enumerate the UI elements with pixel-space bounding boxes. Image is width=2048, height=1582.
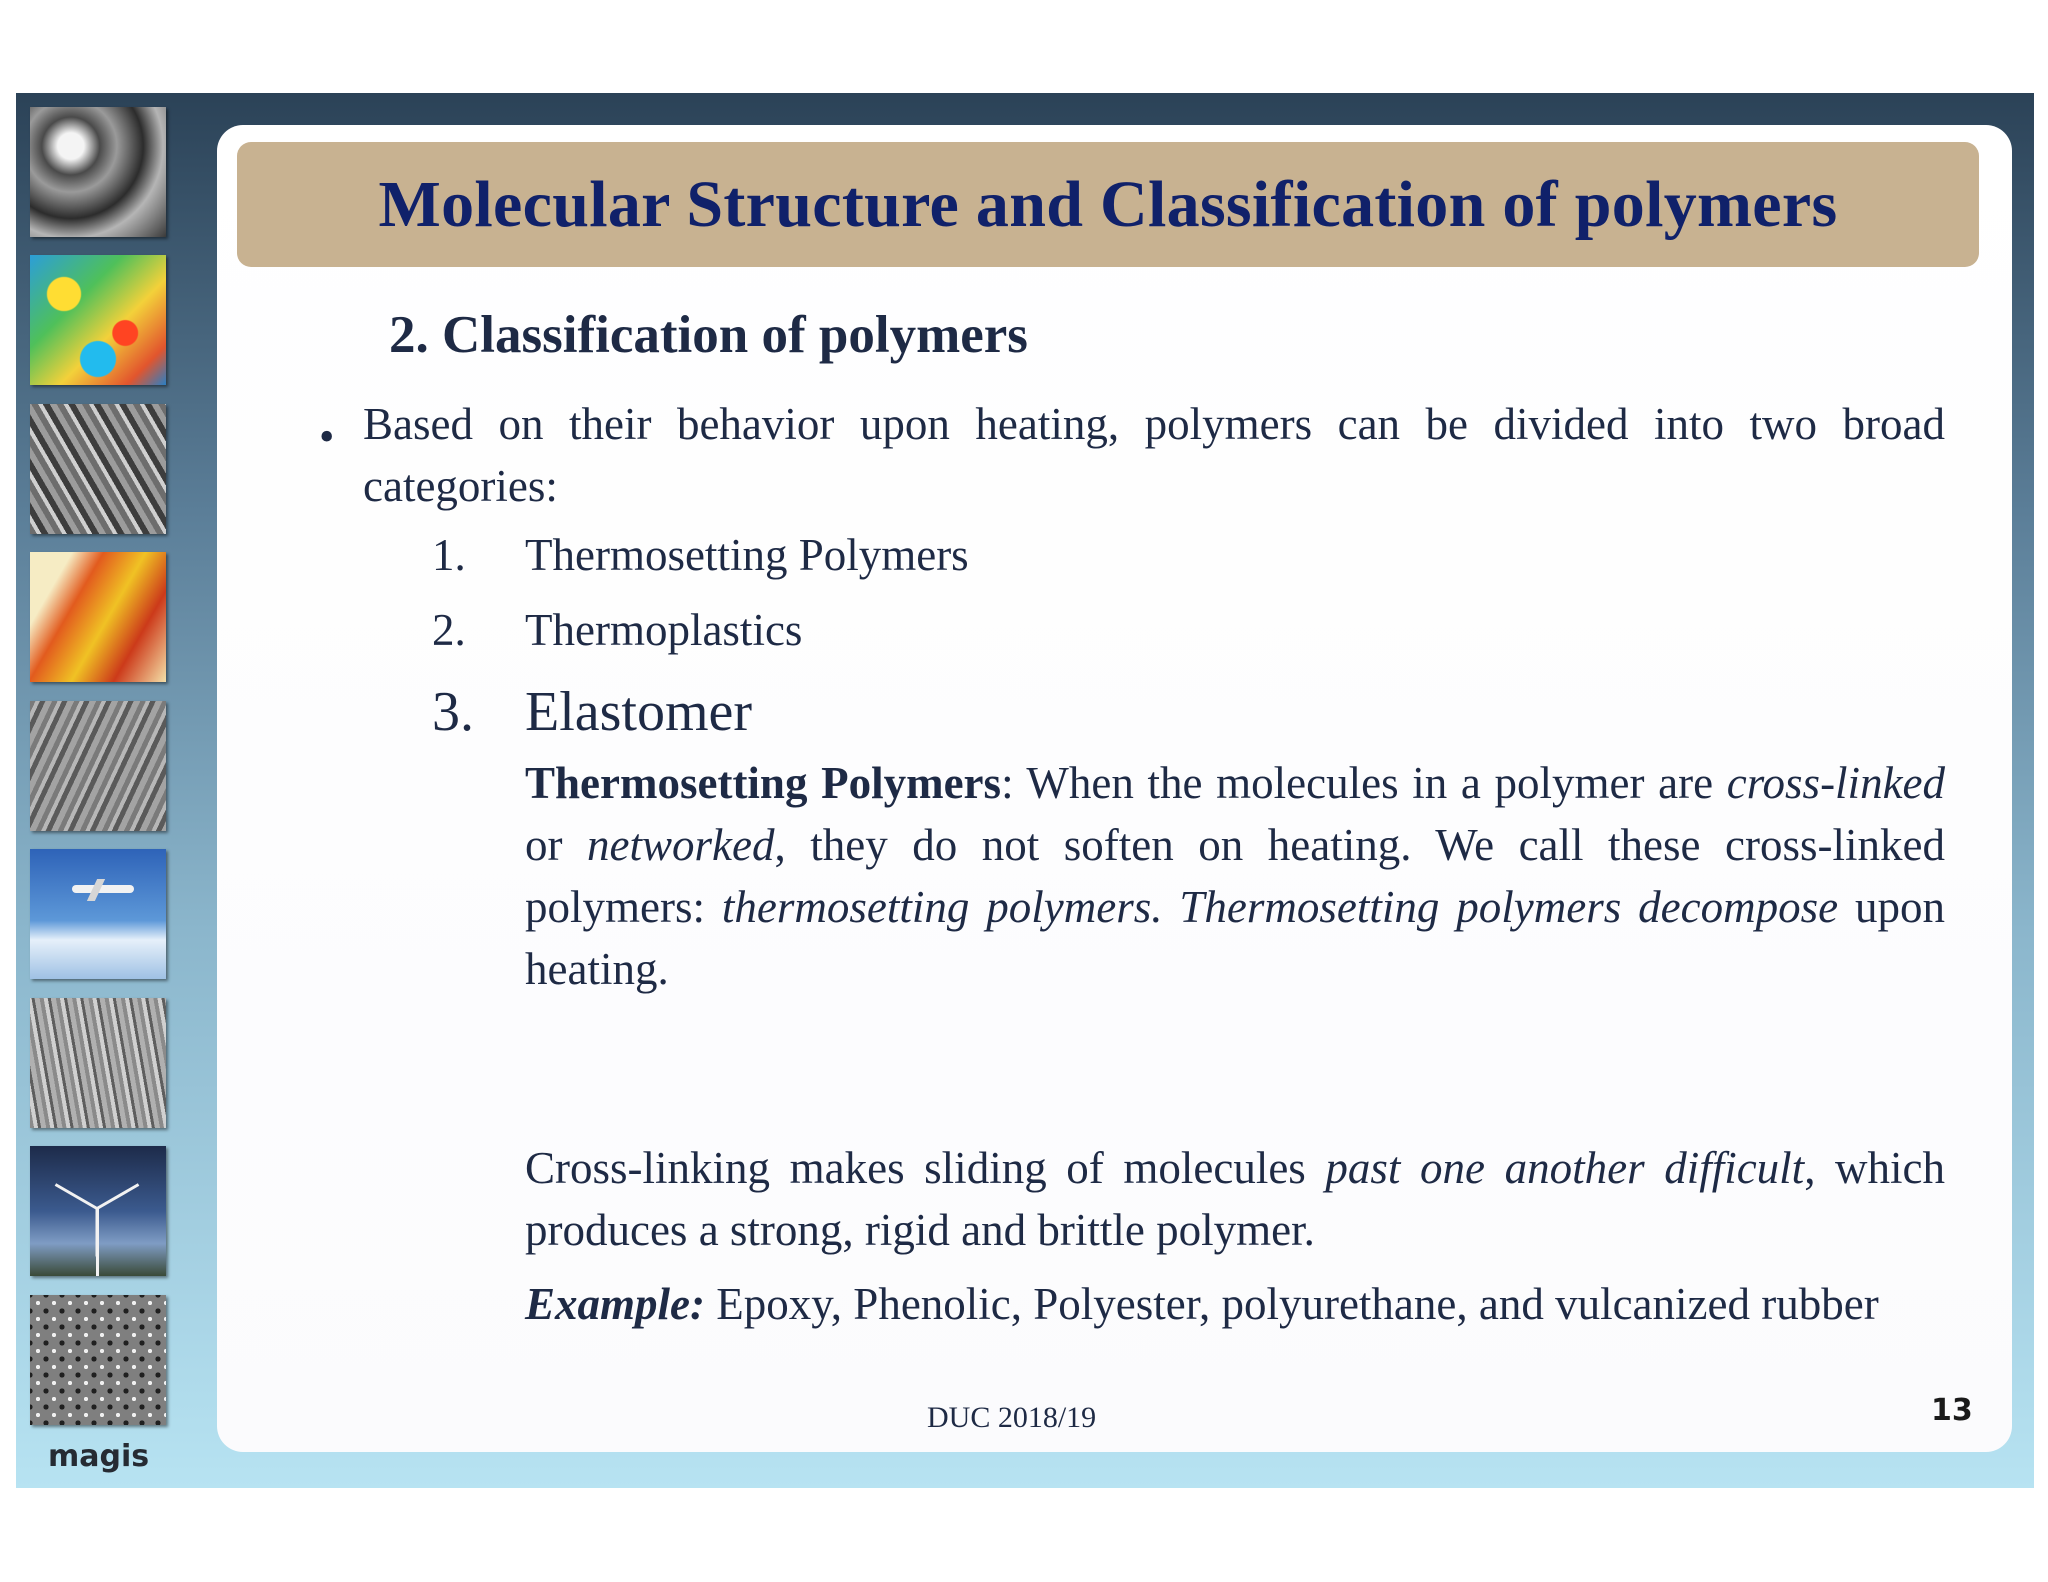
turbine-blade [55,1183,98,1210]
para-text: Epoxy, Phenolic, Polyester, polyurethane, and vulcanized rubber [704,1279,1879,1329]
italic-term: cross-linked [1726,758,1946,808]
footer-text: DUC 2018/19 [927,1401,1097,1434]
turbine-blade [96,1183,139,1210]
para-text: or [525,820,588,870]
bullet-marker: • [319,412,335,461]
list-number: 1. [432,530,466,580]
list-item-thermosetting: Thermosetting Polymers [525,530,969,580]
slide-title: Molecular Structure and Classification of polymers [378,167,1838,241]
crosslinking-paragraph [525,1137,1945,1261]
para-text: , they do not soften on heating. We call these cross-linked polymers: [525,820,1945,932]
turbine-engine-icon [30,107,166,237]
para-text: upon heating. [525,882,1946,994]
turbine-blade [96,1209,99,1257]
para-text: Cross-linking makes sliding of molecules [525,1143,1326,1193]
grain-micrograph-icon [30,701,166,831]
heatmap-cube-icon [30,255,166,385]
particle-micrograph-icon [30,1295,166,1425]
list-number: 3. [432,681,474,743]
airplane-icon [30,849,166,979]
example-paragraph [525,1273,1945,1335]
thermosetting-paragraph [525,752,1945,1000]
italic-term: networked [587,820,775,870]
example-label: Example: [525,1279,705,1329]
fracture-micrograph-icon [30,998,166,1128]
stress-cube-icon [30,552,166,682]
para-text: : When the molecules in a polymer are [1001,758,1727,808]
airplane-body [72,885,134,893]
list-number: 2. [432,605,466,655]
section-heading: 2. Classification of polymers [389,306,1028,364]
list-item-thermoplastics: Thermoplastics [525,605,803,655]
bullet-text: Based on their behavior upon heating, polymers can be divided into two broad categories: [363,399,1945,511]
slide-background [16,93,2034,1488]
title-bar [237,142,1979,267]
list-item-elastomer: Elastomer [525,681,753,743]
term-bold: Thermosetting Polymers [525,758,1002,808]
italic-term: past one another difficult [1325,1143,1805,1193]
italic-term: thermosetting polymers. Thermosetting polymers decompose [721,882,1839,932]
fiber-micrograph-icon [30,404,166,534]
page-number: 13 [1931,1393,1973,1428]
para-text: , which produces a strong, rigid and brittle polymer. [525,1143,1946,1255]
wind-turbine-icon [30,1146,166,1276]
content-panel [217,125,2012,1452]
magis-logo: magis [48,1439,150,1474]
